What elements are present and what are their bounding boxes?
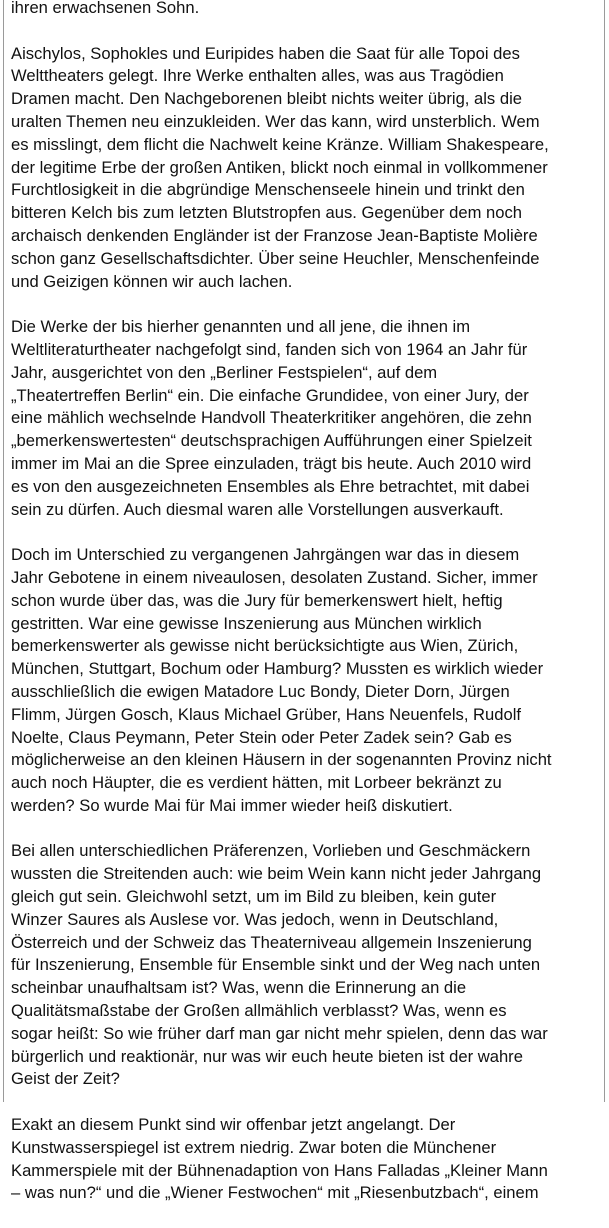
text-line: Qualitätsmaßstabe der Großen allmählich verblasst? Was, wenn es	[11, 1001, 507, 1021]
text-line: eine mählich wechselnde Handvoll Theaterkritiker angehören, die zehn	[11, 408, 532, 428]
text-line: scheinbar unaufhaltsam ist? Was, wenn die Erinnerung an die	[11, 978, 467, 998]
paragraph-3	[11, 316, 601, 521]
text-line: es von den ausgezeichneten Ensembles als Ehre betrachtet, mit dabei	[11, 476, 530, 496]
text-line: für Inszenierung, Ensemble für Ensemble sinkt und der Weg nach unten	[11, 955, 541, 975]
text-line: archaisch denkenden Engländer ist der Franzose Jean-Baptiste Molière	[11, 225, 538, 245]
paragraph-4	[11, 544, 601, 818]
text-line: Jahr Gebotene in einem niveaulosen, desolaten Zustand. Sicher, immer	[11, 567, 538, 587]
text-line: Flimm, Jürgen Gosch, Klaus Michael Grüber, Hans Neuenfels, Rudolf	[11, 704, 522, 724]
paragraph-6	[11, 1114, 601, 1205]
text-line: Dramen macht. Den Nachgeborenen bleibt nichts weiter übrig, als die	[11, 89, 522, 109]
text-line: Jahr, ausgerichtet von den „Berliner Festspielen“, auf dem	[11, 362, 438, 382]
text-line: Bei allen unterschiedlichen Präferenzen, Vorlieben und Geschmäckern	[11, 841, 531, 861]
text-line: gestritten. War eine gewisse Inszenierung aus München wirklich	[11, 613, 482, 633]
text-line: der legitime Erbe der großen Antiken, blickt noch einmal in vollkommener	[11, 157, 548, 177]
text-line: bürgerlich und reaktionär, nur was wir euch heute bieten ist der wahre	[11, 1046, 523, 1066]
text-line: Doch im Unterschied zu vergangenen Jahrgängen war das in diesem	[11, 545, 520, 565]
text-line: möglicherweise an den kleinen Häusern in der sogenannten Provinz nicht	[11, 750, 552, 770]
text-line: wussten die Streitenden auch: wie beim Wein kann nicht jeder Jahrgang	[11, 864, 542, 884]
paragraph-1	[11, 0, 601, 20]
text-line: München, Stuttgart, Bochum oder Hamburg? Mussten es wirklich wieder	[11, 659, 544, 679]
text-line: bitteren Kelch bis zum letzten Blutstropfen aus. Gegenüber dem noch	[11, 203, 523, 223]
text-line: Furchtlosigkeit in die abgründige Menschenseele hinein und trinkt den	[11, 180, 525, 200]
text-line: werden? So wurde Mai für Mai immer wieder heiß diskutiert.	[11, 795, 453, 815]
text-line: auch noch Häupter, die es verdient hätten, mit Lorbeer bekränzt zu	[11, 773, 502, 793]
text-line: Kunstwasserspiegel ist extrem niedrig. Zwar boten die Münchener	[11, 1137, 497, 1157]
text-line: Noelte, Claus Peymann, Peter Stein oder Peter Zadek sein? Gab es	[11, 727, 512, 747]
article-body	[11, 0, 601, 1228]
text-line: Geist der Zeit?	[11, 1069, 120, 1089]
text-line: Winzer Saures als Auslese vor. Was jedoch, wenn in Deutschland,	[11, 909, 499, 929]
text-line: sogar heißt: So wie früher darf man gar nicht mehr spielen, denn das war	[11, 1023, 548, 1043]
paragraph-2	[11, 43, 601, 294]
text-line: gleich gut sein. Gleichwohl setzt, um im Bild zu bleiben, kein guter	[11, 887, 497, 907]
text-line: Welttheaters gelegt. Ihre Werke enthalten alles, was aus Tragödien	[11, 66, 504, 86]
text-line: sein zu dürfen. Auch diesmal waren alle Vorstellungen ausverkauft.	[11, 499, 504, 519]
text-line: Österreich und der Schweiz das Theaterniveau allgemein Inszenierung	[11, 932, 532, 952]
text-line: immer im Mai an die Spree einzuladen, trägt bis heute. Auch 2010 wird	[11, 453, 532, 473]
text-line: Die Werke der bis hierher genannten und all jene, die ihnen im	[11, 317, 471, 337]
text-line: Weltliteraturtheater nachgefolgt sind, fanden sich von 1964 an Jahr für	[11, 339, 528, 359]
text-line: – was nun?“ und die „Wiener Festwochen“ mit „Riesenbutzbach“, einem	[11, 1183, 539, 1203]
text-line: schon wurde über das, was die Jury für bemerkenswert hielt, heftig	[11, 590, 503, 610]
text-line: uralten Themen neu einzukleiden. Wer das kann, wird unsterblich. Wem	[11, 111, 540, 131]
text-line: „Theatertreffen Berlin“ ein. Die einfache Grundidee, von einer Jury, der	[11, 385, 529, 405]
text-line: schon ganz Gesellschaftsdichter. Über seine Heuchler, Menschenfeinde	[11, 248, 540, 268]
text-line: ihren erwachsenen Sohn.	[11, 0, 200, 17]
text-line: und Geizigen können wir auch lachen.	[11, 271, 293, 291]
text-line: Exakt an diesem Punkt sind wir offenbar jetzt angelangt. Der	[11, 1115, 456, 1135]
text-line: Kammerspiele mit der Bühnenadaption von Hans Falladas „Kleiner Mann	[11, 1160, 548, 1180]
text-line: „bemerkenswertesten“ deutschsprachigen Aufführungen einer Spielzeit	[11, 431, 532, 451]
text-line: ausschließlich die ewigen Matadore Luc Bondy, Dieter Dorn, Jürgen	[11, 681, 510, 701]
text-line: bemerkenswerter als gewisse nicht berücksichtigte aus Wien, Zürich,	[11, 636, 519, 656]
text-line: es misslingt, dem flicht die Nachwelt keine Kränze. William Shakespeare,	[11, 134, 549, 154]
text-line: Aischylos, Sophokles und Euripides haben die Saat für alle Topoi des	[11, 43, 520, 63]
paragraph-5	[11, 840, 601, 1091]
